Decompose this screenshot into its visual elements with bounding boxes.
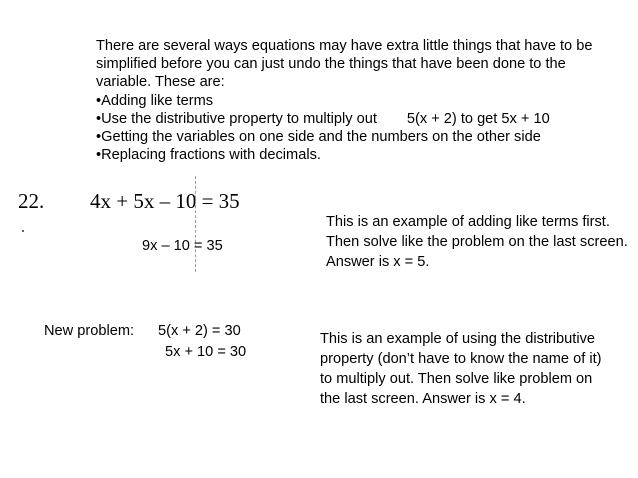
note-line: This is an example of adding like terms first. bbox=[326, 214, 610, 230]
note-line: Then solve like the problem on the last screen. bbox=[326, 234, 628, 250]
bullet-example: 5(x + 2) to get 5x + 10 bbox=[406, 110, 550, 127]
note-line: to multiply out. Then solve like problem on bbox=[320, 371, 593, 387]
scan-speck bbox=[22, 230, 24, 232]
intro-line: There are several ways equations may have extra little things that have to be bbox=[96, 38, 593, 54]
note-line: property (don’t have to know the name of it) bbox=[320, 351, 602, 367]
problem-equation: 4x + 5x – 10 = 35 bbox=[90, 189, 240, 213]
note-line: Answer is x = 5. bbox=[326, 254, 430, 270]
scan-divider-line bbox=[195, 176, 196, 272]
problem-22-scan bbox=[18, 189, 240, 213]
bullet-variables-one-side: •Getting the variables on one side and the numbers on the other side bbox=[96, 129, 541, 146]
new-problem-step-1: 5(x + 2) = 30 bbox=[158, 323, 241, 339]
bullet-text: •Use the distributive property to multiply out bbox=[96, 110, 377, 127]
new-problem-step-2: 5x + 10 = 30 bbox=[165, 344, 247, 360]
bullet-distributive-property bbox=[96, 110, 626, 128]
like-terms-note bbox=[326, 212, 628, 272]
problem-number: 22. bbox=[18, 189, 45, 213]
bullet-fractions-to-decimals: •Replacing fractions with decimals. bbox=[96, 147, 321, 164]
new-problem-label: New problem: bbox=[44, 323, 135, 339]
note-line: the last screen. Answer is x = 4. bbox=[320, 391, 526, 407]
distributive-note bbox=[320, 329, 602, 409]
problem-22-simplified: 9x – 10 = 35 bbox=[142, 238, 223, 254]
note-line: This is an example of using the distributive bbox=[320, 331, 595, 347]
intro-line: simplified before you can just undo the things that have been done to the bbox=[96, 56, 566, 73]
intro-text-block bbox=[96, 37, 626, 164]
bullet-adding-like-terms: •Adding like terms bbox=[96, 92, 214, 109]
intro-line: variable. These are: bbox=[96, 74, 225, 91]
